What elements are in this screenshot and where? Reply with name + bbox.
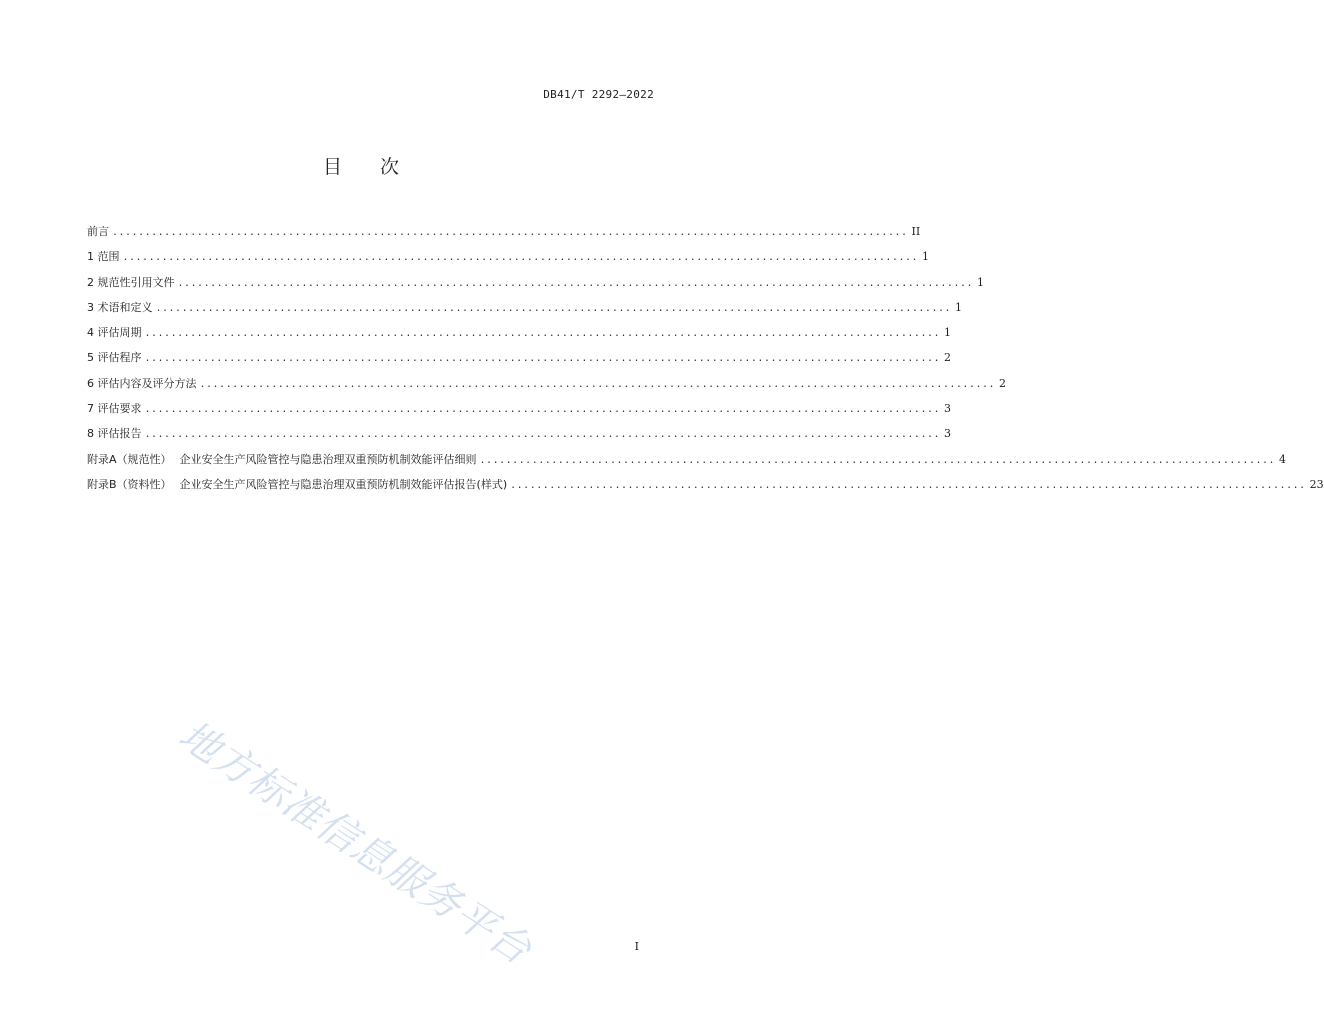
dot-leader: ..........................................................................................................................	[510, 479, 1306, 491]
dot-leader: ..........................................................................................................................	[479, 454, 1276, 466]
dot-leader: ..........................................................................................................................	[155, 302, 952, 314]
watermark: 地方标准信息服务平台	[170, 712, 540, 975]
toc-entry-evaluation-procedure[interactable]	[87, 346, 952, 371]
toc-entry-page: 2	[999, 376, 1007, 390]
toc-entry-label: 1 范围	[87, 250, 120, 264]
title-char-1: 目	[322, 156, 344, 178]
page-number: I	[634, 940, 639, 953]
dot-leader: ..........................................................................................................................	[112, 227, 908, 238]
toc-entry-page: 1	[955, 300, 963, 314]
annex-tag: 附录B（资料性）	[87, 477, 172, 491]
title-char-2: 次	[380, 156, 402, 178]
toc-entry-page: 1	[944, 326, 952, 340]
toc-entry-label: 前言	[87, 225, 109, 238]
toc-entry-evaluation-cycle[interactable]	[87, 321, 952, 346]
toc-entry-scope[interactable]	[87, 245, 930, 270]
toc-entry-label	[87, 448, 480, 472]
annex-title: 企业安全生产风险管控与隐患治理双重预防机制效能评估报告(样式)	[179, 477, 508, 491]
toc-entry-terms-definitions[interactable]	[87, 296, 963, 321]
toc-entry-label: 6 评估内容及评分方法	[87, 376, 197, 390]
annex-tag: 附录A（规范性）	[87, 452, 172, 466]
toc-entry-label: 2 规范性引用文件	[87, 275, 175, 289]
toc-entry-label	[87, 473, 510, 497]
toc-entry-page: 2	[944, 351, 952, 365]
dot-leader: ..........................................................................................................................	[144, 328, 941, 340]
toc-entry-label: 5 评估程序	[87, 351, 142, 365]
toc-entry-page: 23	[1309, 477, 1324, 491]
annex-title: 企业安全生产风险管控与隐患治理双重预防机制效能评估细则	[179, 452, 477, 466]
dot-leader: ..........................................................................................................................	[144, 404, 941, 416]
toc-entry-label: 8 评估报告	[87, 427, 142, 441]
toc-entry-evaluation-content[interactable]	[87, 372, 1007, 397]
toc-entry-page: 4	[1279, 452, 1287, 466]
dot-leader: ..........................................................................................................................	[177, 277, 974, 289]
toc-entry-normative-references[interactable]	[87, 271, 985, 296]
toc-entry-label: 4 评估周期	[87, 326, 142, 340]
toc-entry-page: 1	[977, 275, 985, 289]
toc-entry-page: 3	[944, 402, 952, 416]
toc-entry-annex-b[interactable]	[87, 473, 1324, 498]
toc-entry-label: 7 评估要求	[87, 402, 142, 416]
page-title	[0, 152, 724, 179]
toc-entry-label: 3 术语和定义	[87, 300, 153, 314]
dot-leader: ..........................................................................................................................	[144, 353, 941, 365]
dot-leader: ..........................................................................................................................	[144, 429, 941, 441]
toc-entry-page: 1	[922, 250, 930, 264]
toc-entry-annex-a[interactable]	[87, 448, 1287, 473]
dot-leader: ..........................................................................................................................	[122, 252, 919, 264]
toc-entry-page: 3	[944, 427, 952, 441]
toc-entry-evaluation-requirements[interactable]	[87, 397, 952, 422]
toc-entry-foreword[interactable]	[87, 220, 921, 245]
dot-leader: ..........................................................................................................................	[199, 378, 996, 390]
toc-entry-evaluation-report[interactable]	[87, 422, 952, 447]
standard-code: DB41/T 2292—2022	[543, 88, 654, 101]
table-of-contents	[87, 220, 1324, 498]
toc-entry-page: II	[911, 225, 921, 238]
